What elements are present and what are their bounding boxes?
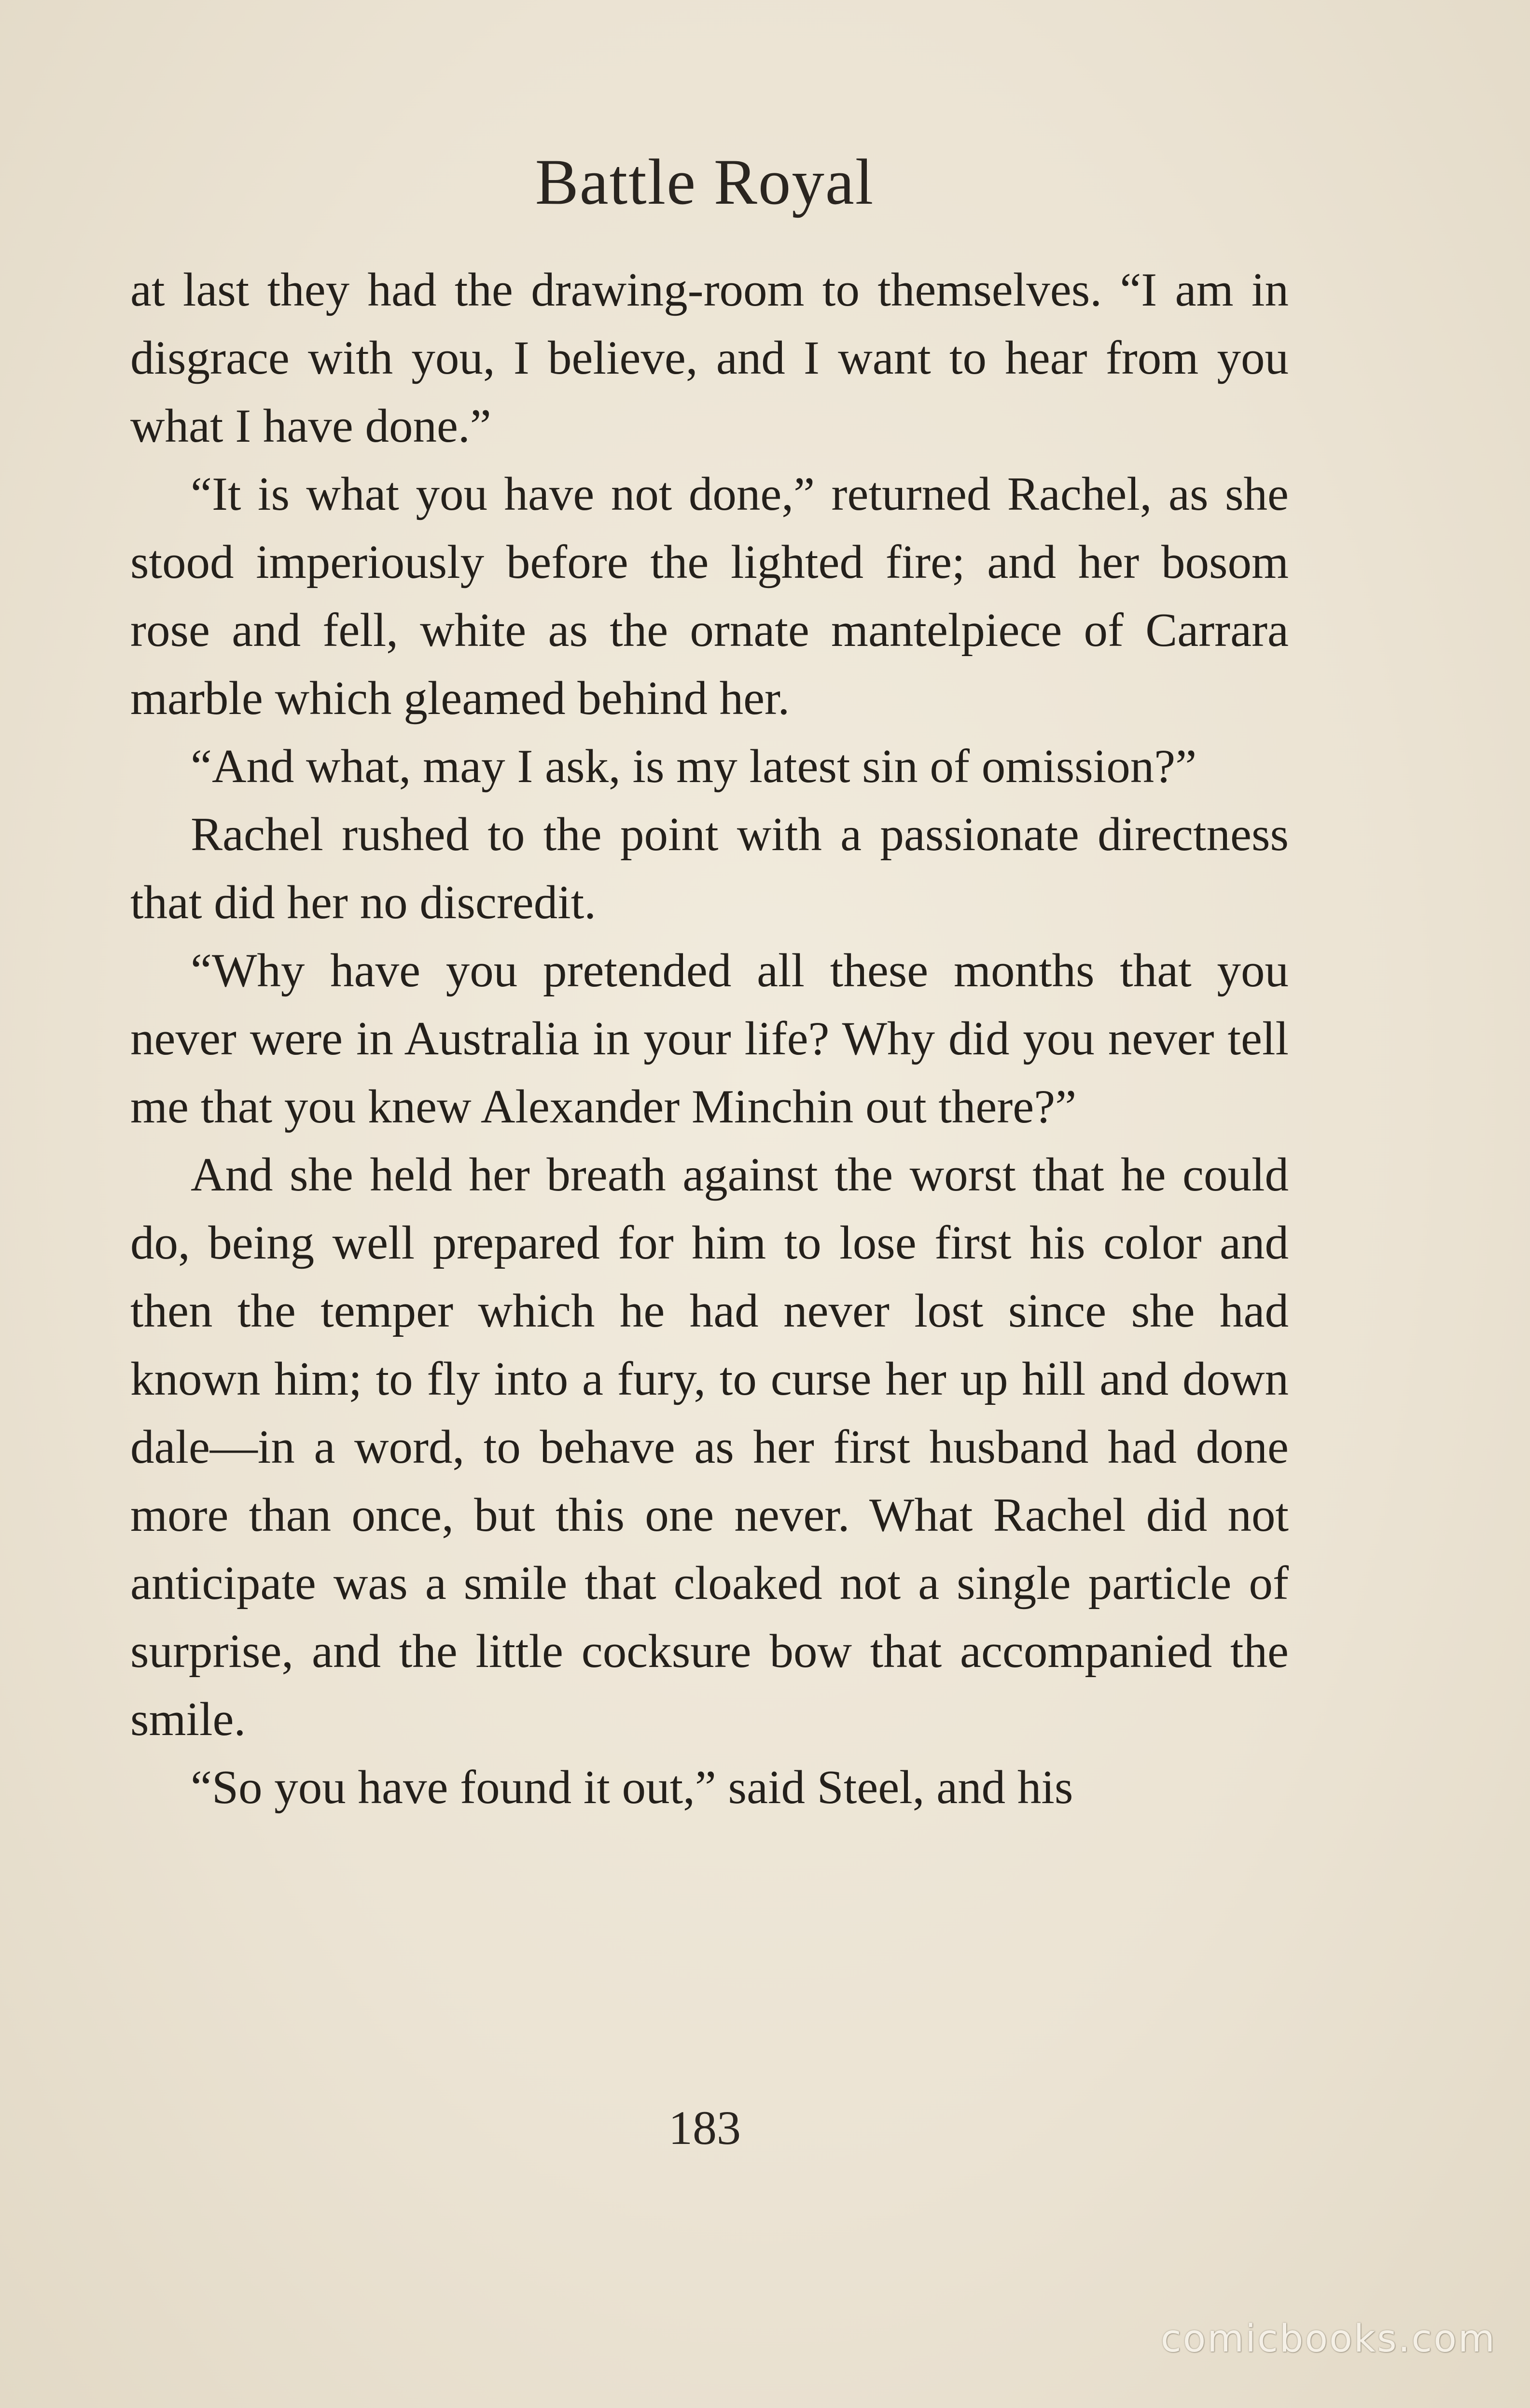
running-head: Battle Royal [535,146,875,218]
page-number: 183 [668,2101,741,2155]
body-text [130,256,1289,1821]
paragraph-7: “So you have found it out,” said Steel, and his [191,1761,1073,1814]
watermark: comicbooks.com [1160,2317,1496,2361]
paragraph-1: at last they had the drawing-room to themselves. “I am in disgrace with you, I believe, and I want to hear from you what I have done.” [130,264,1289,452]
paragraph-2: “It is what you have not done,” returned Rachel, as she stood imperiously before the lighted fire; and her bosom rose and fell, white as the ornate mantelpiece of Carrara marble which gleamed behind her. [130,468,1289,725]
paragraph-4: Rachel rushed to the point with a passionate directness that did her no discredit. [130,808,1289,929]
paragraph-5: “Why have you pretended all these months that you never were in Australia in your life? Why did you never tell me that you knew Alexander Minchin out there?” [130,944,1289,1133]
paragraph-3: “And what, may I ask, is my latest sin of omission?” [191,740,1197,793]
paragraph-6: And she held her breath against the worst that he could do, being well prepared for him to lose first his color and then the temper which he had never lost since she had known him; to fly into a fury, to curse her up hill and down dale—in a word, to behave as her first husband had done more than once, but this one never. What Rachel did not anticipate was a smile that cloaked not a single particle of surprise, and the little cocksure bow that accompanied the smile. [130,1148,1289,1746]
